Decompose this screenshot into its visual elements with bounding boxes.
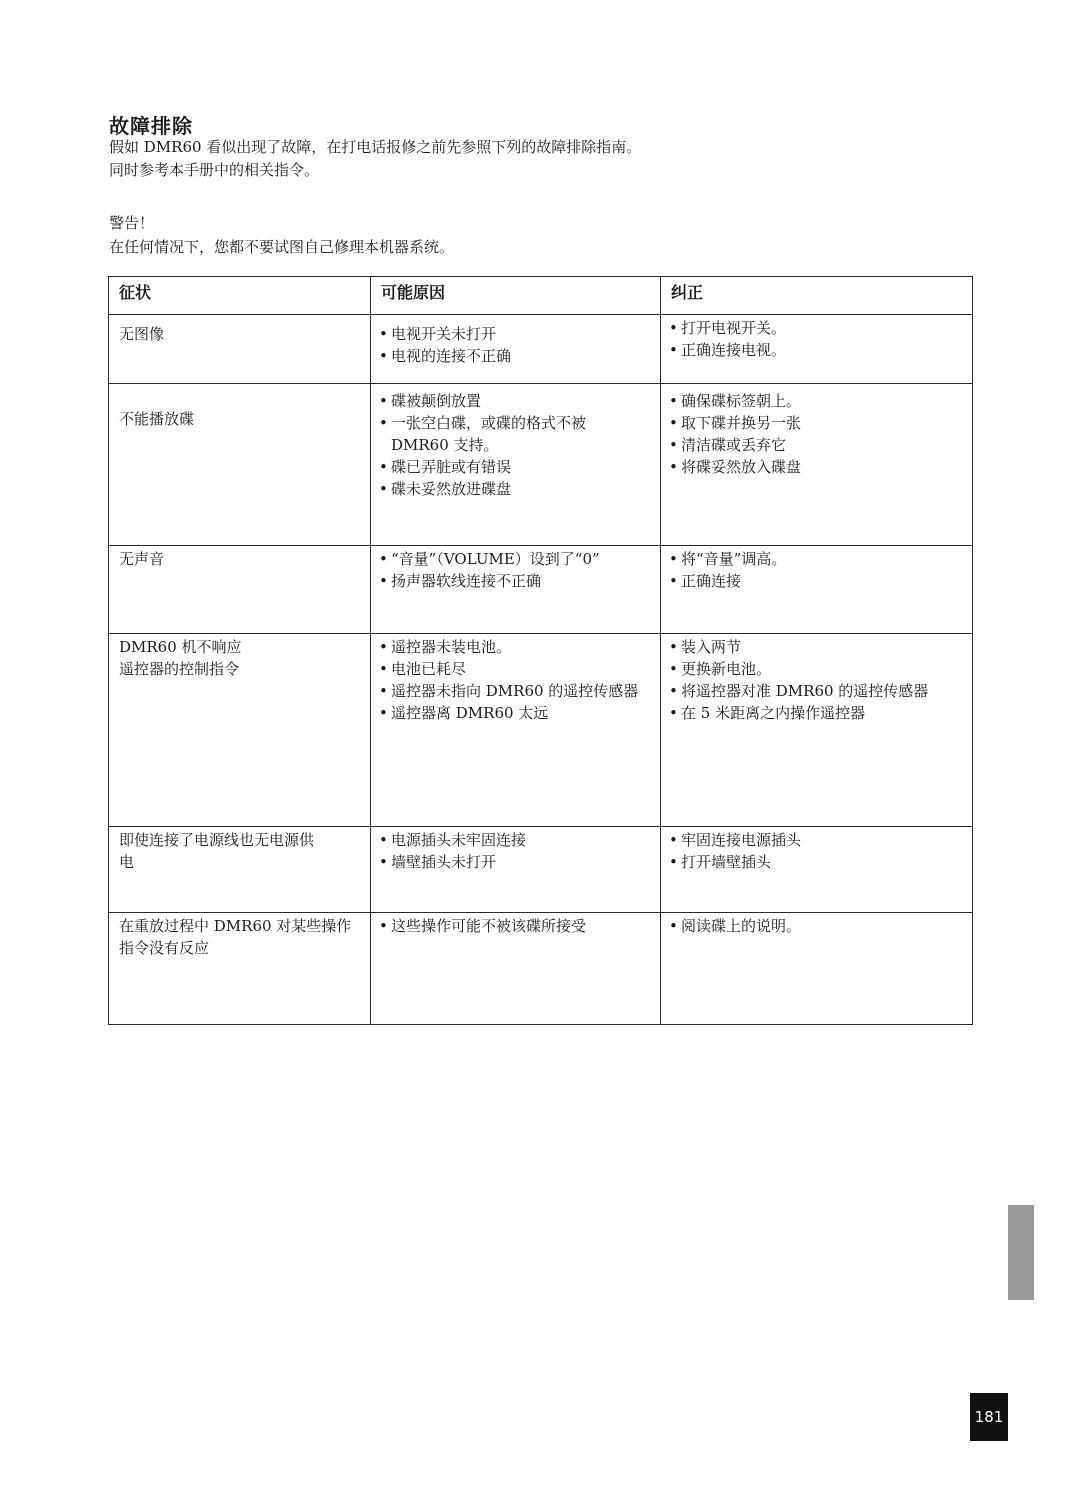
list-item: DMR60 支持。 <box>391 436 499 454</box>
section-tab-marker <box>1008 1205 1034 1300</box>
list-item: • 清洁碟或丢弃它 <box>669 434 968 456</box>
cause-cell <box>371 913 661 1025</box>
symptom-text: 不能播放碟 <box>119 410 195 428</box>
fix-cell <box>661 546 973 634</box>
list-item: • 正确连接电视。 <box>669 339 968 361</box>
table-row <box>109 315 973 384</box>
list-item: • 遥控器未指向 DMR60 的遥控传感器 <box>379 680 656 702</box>
list-item: • 更换新电池。 <box>669 658 968 680</box>
list-item: • 电源插头未牢固连接 <box>379 829 656 851</box>
table-row <box>109 634 973 827</box>
list-item: • 碟已弄脏或有错误 <box>379 456 656 478</box>
table-header-row <box>109 277 973 315</box>
list-item: • 一张空白碟，或碟的格式不被 <box>379 412 656 434</box>
cause-cell <box>371 384 661 546</box>
fix-cell <box>661 315 973 384</box>
header-symptom: 征状 <box>109 277 371 315</box>
list-item: • 将遥控器对准 DMR60 的遥控传感器 <box>669 680 968 702</box>
cause-cell <box>371 827 661 913</box>
fix-cell <box>661 634 973 827</box>
symptom-text: 在重放过程中 DMR60 对某些操作 <box>119 917 352 935</box>
intro-text-2: 同时参考本手册中的相关指令。 <box>109 161 320 179</box>
warning-text: 在任何情况下，您都不要试图自己修理本机器系统。 <box>109 238 455 256</box>
list-item: • “音量”（VOLUME）设到了“0” <box>379 548 656 570</box>
symptom-text: 即使连接了电源线也无电源供 <box>119 831 315 849</box>
warning-title: 警告！ <box>109 214 155 232</box>
table-row <box>109 827 973 913</box>
page-title: 故障排除 <box>109 114 193 138</box>
symptom-cell <box>109 546 371 634</box>
list-item: • 牢固连接电源插头 <box>669 829 968 851</box>
symptom-text-2: 指令没有反应 <box>119 939 210 957</box>
cause-cell <box>371 315 661 384</box>
symptom-text-2: 电 <box>119 853 135 871</box>
table-row <box>109 913 973 1025</box>
list-item: • 这些操作可能不被该碟所接受 <box>379 915 656 937</box>
list-item: • 在 5 米距离之内操作遥控器 <box>669 702 968 724</box>
troubleshooting-table <box>108 276 973 1025</box>
list-item: • 扬声器软线连接不正确 <box>379 570 656 592</box>
cause-cell <box>371 634 661 827</box>
symptom-text: 无声音 <box>119 550 165 568</box>
list-item: • 墙壁插头未打开 <box>379 851 656 873</box>
header-fix: 纠正 <box>661 277 973 315</box>
list-item: • 电视的连接不正确 <box>379 345 656 367</box>
list-item: • 正确连接 <box>669 570 968 592</box>
list-item: • 确保碟标签朝上。 <box>669 390 968 412</box>
list-item: • 电池已耗尽 <box>379 658 656 680</box>
list-item: • 碟被颠倒放置 <box>379 390 656 412</box>
table-row <box>109 384 973 546</box>
list-item: • 将“音量”调高。 <box>669 548 968 570</box>
list-item: • 打开电视开关。 <box>669 317 968 339</box>
symptom-cell <box>109 315 371 384</box>
list-item: • 装入两节 <box>669 636 968 658</box>
symptom-text: 无图像 <box>119 325 165 343</box>
table-row <box>109 546 973 634</box>
list-item: • 电视开关未打开 <box>379 323 656 345</box>
list-item: • 取下碟并换另一张 <box>669 412 968 434</box>
symptom-cell <box>109 827 371 913</box>
cause-cell <box>371 546 661 634</box>
header-cause: 可能原因 <box>371 277 661 315</box>
symptom-cell <box>109 634 371 827</box>
symptom-text: DMR60 机不响应 <box>119 638 242 656</box>
list-item: • 阅读碟上的说明。 <box>669 915 968 937</box>
list-item: • 遥控器离 DMR60 太远 <box>379 702 656 724</box>
fix-cell <box>661 913 973 1025</box>
page-number: 181 <box>970 1393 1008 1441</box>
symptom-text-2: 遥控器的控制指令 <box>119 660 240 678</box>
list-item: • 将碟妥然放入碟盘 <box>669 456 968 478</box>
intro-text: 假如 DMR60 看似出现了故障，在打电话报修之前先参照下列的故障排除指南。 <box>109 138 642 156</box>
fix-cell <box>661 827 973 913</box>
fix-cell <box>661 384 973 546</box>
list-item: • 碟未妥然放进碟盘 <box>379 478 656 500</box>
symptom-cell <box>109 384 371 546</box>
list-item: • 遥控器未装电池。 <box>379 636 656 658</box>
symptom-cell <box>109 913 371 1025</box>
list-item: • 打开墙壁插头 <box>669 851 968 873</box>
